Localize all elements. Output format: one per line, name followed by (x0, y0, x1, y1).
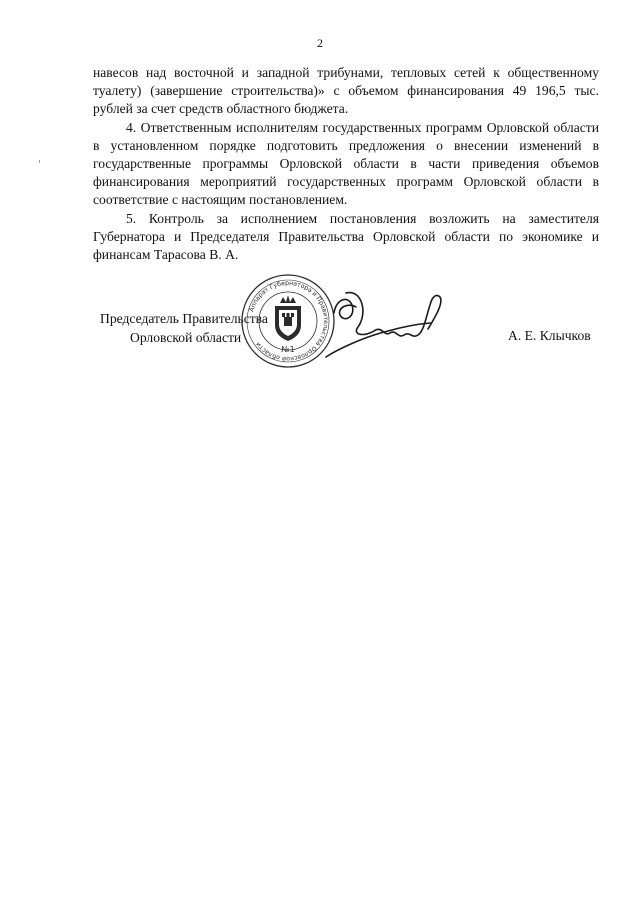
margin-mark (39, 160, 40, 163)
paragraph-continuation: навесов над восточной и западной трибунами, тепловых сетей к общественному туалету) (завершение строительства)» с объемом финансирования 49 196,5 тыс. рублей за счет средств областного бюджета. (93, 65, 599, 117)
signatory-name: А. Е. Клычков (508, 328, 591, 343)
seal-number: №1 (281, 345, 295, 354)
paragraph-item-5: 5. Контроль за исполнением постановления возложить на заместителя Губернатора и Председателя Правительства Орловской области по экономике и финансам Тарасова В. А. (93, 210, 599, 263)
page-number: 2 (317, 36, 323, 50)
signatory-title-line-1: Председатель Правительства (100, 311, 268, 326)
handwritten-signature (318, 283, 446, 373)
coat-of-arms-icon (275, 295, 301, 341)
seal-ring-textpath: Аппарат Губернатора и Правительства Орловской области (248, 279, 330, 363)
signatory-title-line-2: Орловской области (130, 329, 242, 345)
document-body (93, 64, 599, 264)
paragraph-item-4: 4. Ответственным исполнителям государственных программ Орловской области в установленном порядке подготовить предложения о внесении изменений в государственные программы Орловской области в части приведения объемов финансирования мероприятий государственных программ Орловской области в соответствие с настоящим постановлением. (93, 119, 599, 208)
